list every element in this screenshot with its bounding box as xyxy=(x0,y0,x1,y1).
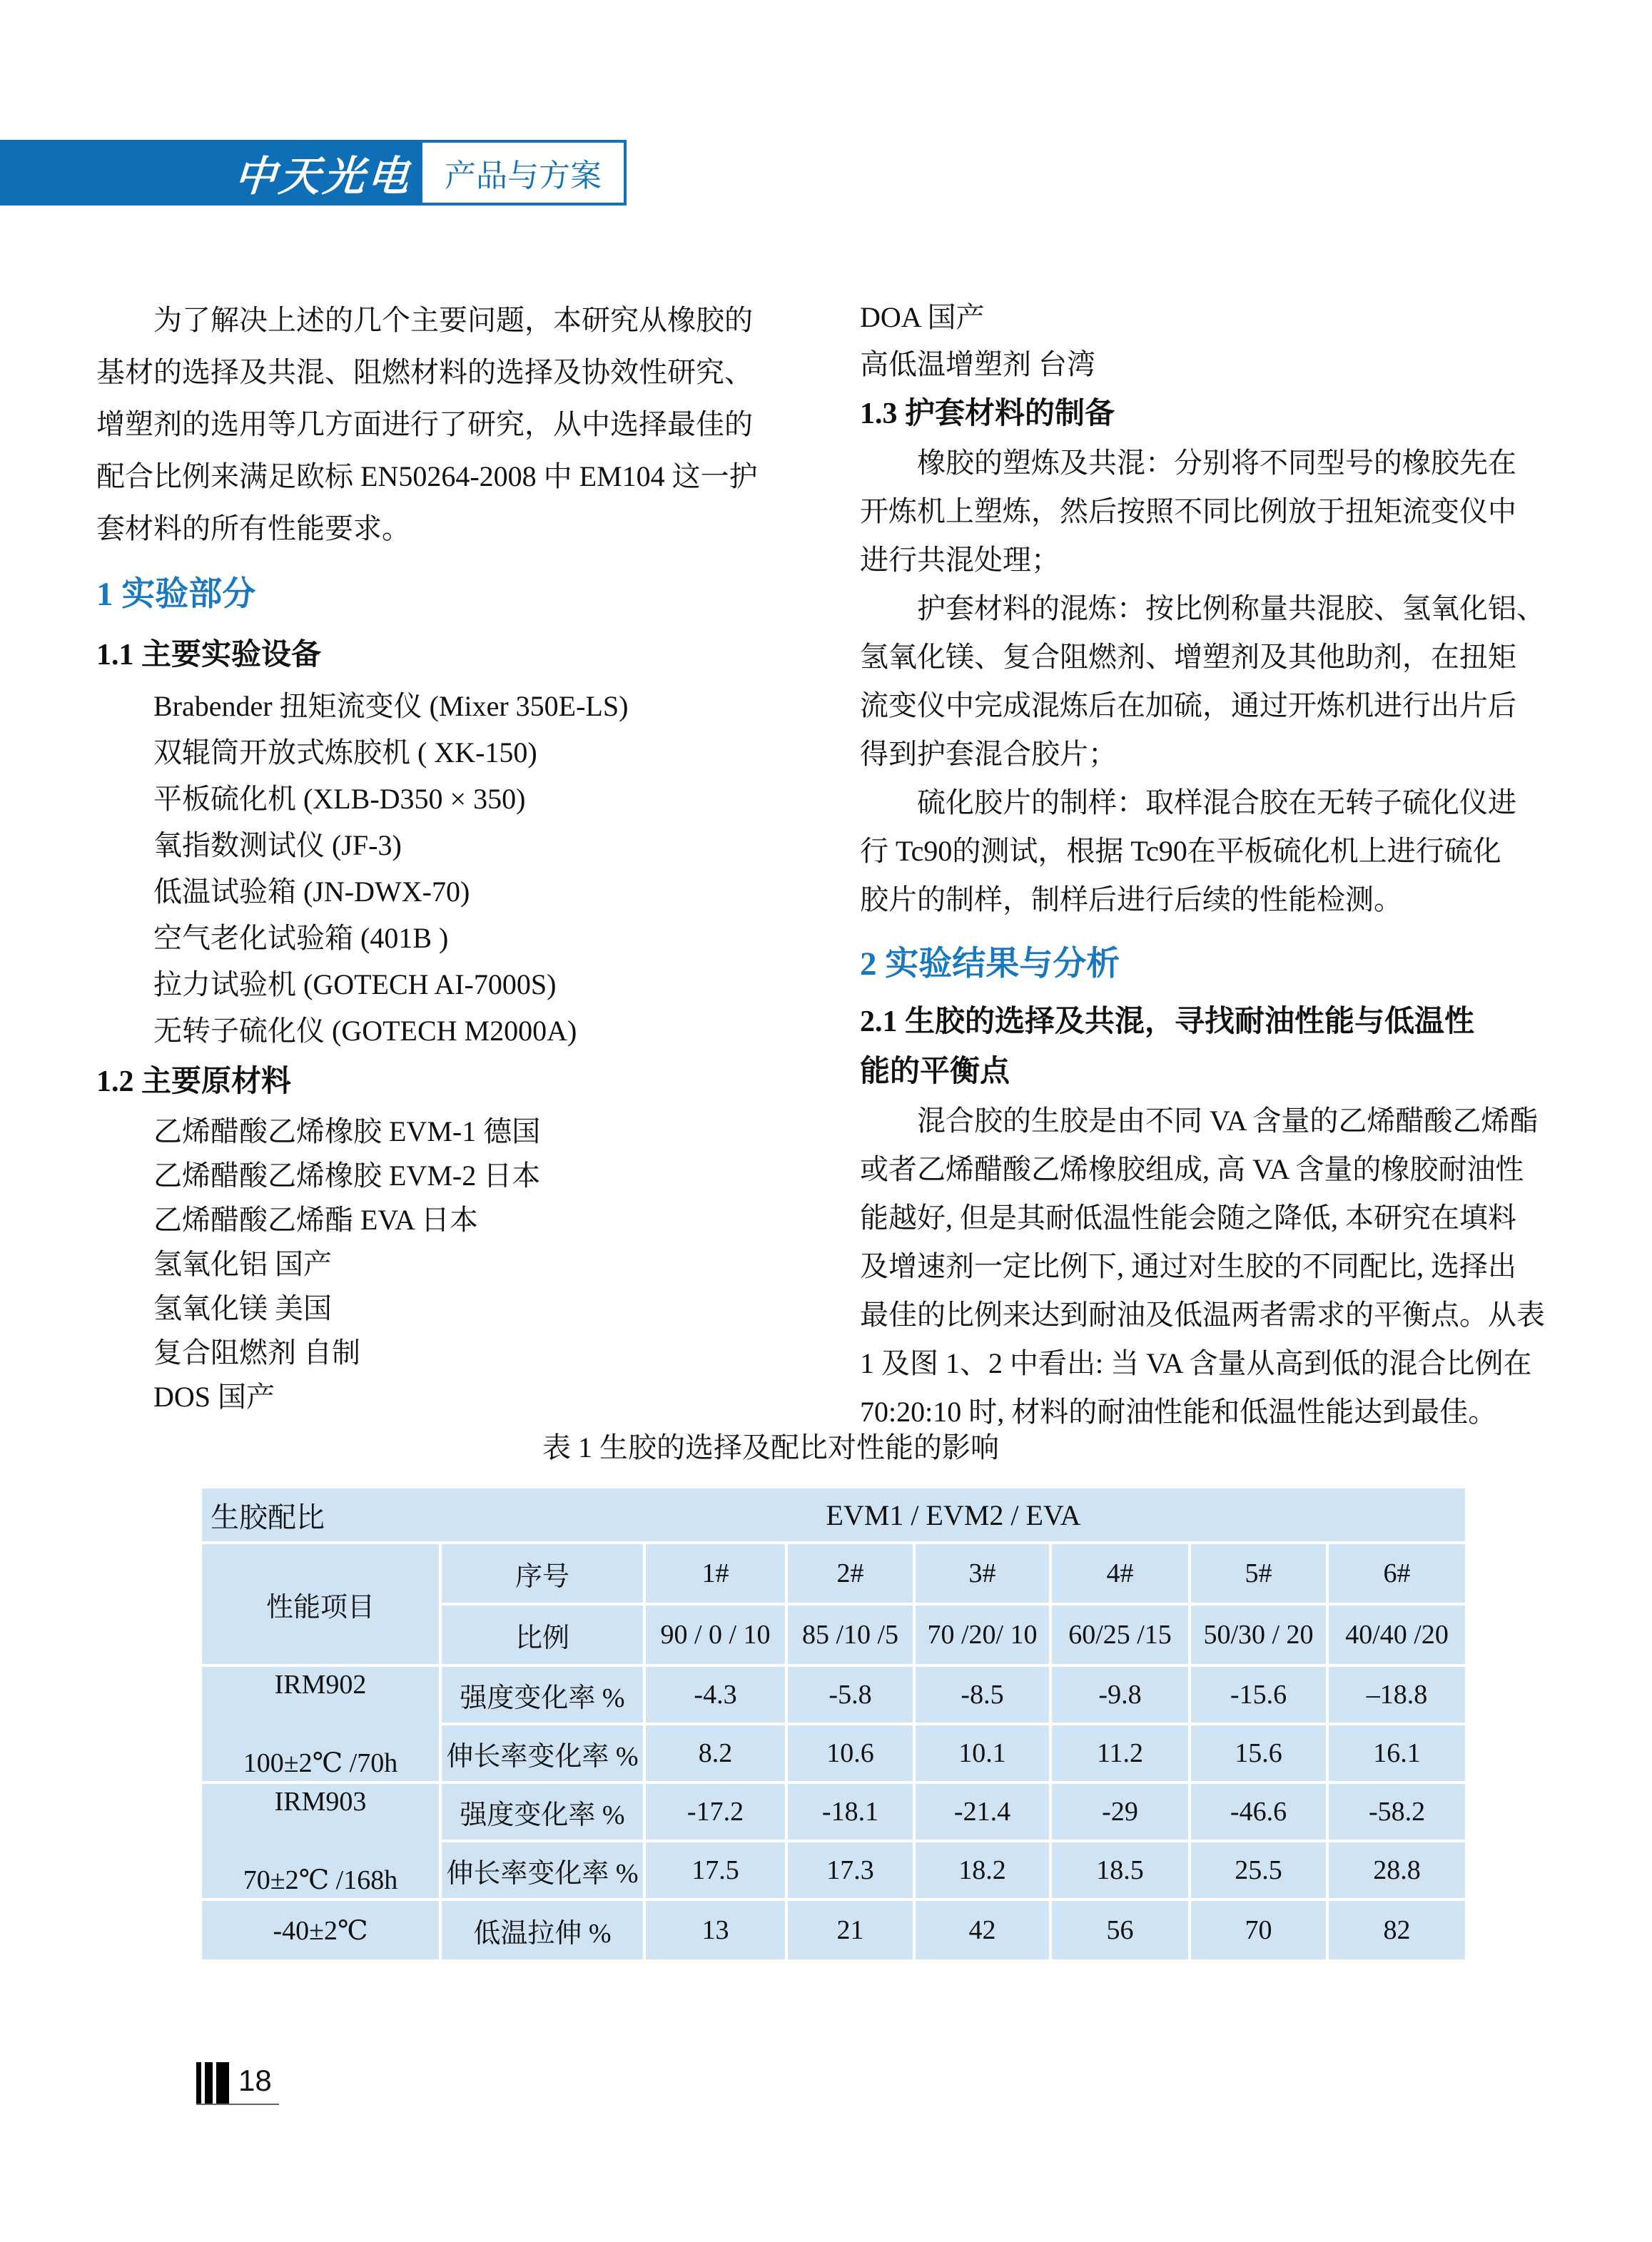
material-item: DOS 国产 xyxy=(153,1381,275,1413)
body-line: 最佳的比例来达到耐油及低温两者需求的平衡点。从表 xyxy=(860,1299,1545,1331)
value-cell: -21.4 xyxy=(914,1782,1050,1841)
metric-label-cell: 伸长率变化率 % xyxy=(440,1724,644,1782)
value-cell: -15.6 xyxy=(1190,1665,1327,1724)
body-line: 橡胶的塑炼及共混：分别将不同型号的橡胶先在 xyxy=(917,447,1516,479)
body-line: 流变仪中完成混炼后在加硫，通过开炼机进行出片后 xyxy=(860,689,1516,721)
table-row xyxy=(201,1543,1466,1604)
intro-line: 增塑剂的选用等几方面进行了研究，从中选择最佳的 xyxy=(96,408,753,440)
value-cell: -17.2 xyxy=(644,1782,786,1841)
subsection-heading-1-1: 1.1 主要实验设备 xyxy=(96,639,322,671)
series-cell: 6# xyxy=(1327,1543,1466,1604)
metric-label-cell: 强度变化率 % xyxy=(440,1665,644,1724)
body-line: 开炼机上塑炼，然后按照不同比例放于扭矩流变仪中 xyxy=(860,495,1516,527)
barcode-bar xyxy=(216,2062,229,2104)
metric-label-cell: 低温拉伸 % xyxy=(440,1899,644,1961)
material-item: 氢氧化铝 国产 xyxy=(153,1248,332,1280)
series-cell: 3# xyxy=(914,1543,1050,1604)
logo: 中天光电 xyxy=(233,153,413,200)
body-line: 硫化胶片的制样：取样混合胶在无转子硫化仪进 xyxy=(917,786,1516,818)
value-cell: -29 xyxy=(1050,1782,1190,1841)
value-cell: 42 xyxy=(914,1899,1050,1961)
equipment-item: 低温试验箱 (JN-DWX-70) xyxy=(153,876,470,908)
subsection-heading-2-1-cont: 能的平衡点 xyxy=(860,1055,1010,1088)
table-header-cell xyxy=(201,1487,1466,1543)
subsection-heading-2-1: 2.1 生胶的选择及共混，寻找耐油性能与低温性 xyxy=(860,1005,1475,1038)
series-cell: 1# xyxy=(644,1543,786,1604)
material-item: 氢氧化镁 美国 xyxy=(153,1292,332,1324)
value-cell: 13 xyxy=(644,1899,786,1961)
value-cell: -46.6 xyxy=(1190,1782,1327,1841)
ratio-cell: 60/25 /15 xyxy=(1050,1604,1190,1665)
condition-cell xyxy=(201,1782,440,1899)
material-item: 乙烯醋酸乙烯酯 EVA 日本 xyxy=(153,1204,478,1236)
table-caption: 表 1 生胶的选择及配比对性能的影响 xyxy=(542,1431,999,1464)
value-cell: 18.2 xyxy=(914,1841,1050,1899)
ratio-cell: 85 /10 /5 xyxy=(786,1604,914,1665)
body-line: 氢氧化镁、复合阻燃剂、增塑剂及其他助剂，在扭矩 xyxy=(860,641,1516,673)
barcode-bar xyxy=(196,2062,201,2104)
material-item: DOA 国产 xyxy=(860,301,985,333)
value-cell: –18.8 xyxy=(1327,1665,1466,1724)
body-line: 1 及图 1、2 中看出: 当 VA 含量从高到低的混合比例在 xyxy=(860,1347,1532,1379)
equipment-item: 无转子硫化仪 (GOTECH M2000A) xyxy=(153,1015,577,1047)
condition-cell: -40±2℃ xyxy=(201,1899,440,1961)
condition-detail: 100±2℃ /70h xyxy=(243,1748,398,1778)
equipment-item: 氧指数测试仪 (JF-3) xyxy=(153,829,402,861)
value-cell: -58.2 xyxy=(1327,1782,1466,1841)
body-line: 及增速剂一定比例下, 通过对生胶的不同配比, 选择出 xyxy=(860,1250,1516,1282)
row-group-label-cell: 性能项目 xyxy=(201,1543,440,1665)
barcode-bar xyxy=(205,2062,213,2104)
value-cell: -18.1 xyxy=(786,1782,914,1841)
value-cell: 82 xyxy=(1327,1899,1466,1961)
value-cell: 21 xyxy=(786,1899,914,1961)
material-item: 高低温增塑剂 台湾 xyxy=(860,348,1095,380)
page-number: 18 xyxy=(238,2064,272,2097)
table-row xyxy=(201,1782,1466,1841)
body-line: 或者乙烯醋酸乙烯橡胶组成, 高 VA 含量的橡胶耐油性 xyxy=(860,1153,1524,1185)
series-cell: 2# xyxy=(786,1543,914,1604)
table-row xyxy=(201,1899,1466,1961)
value-cell: -8.5 xyxy=(914,1665,1050,1724)
value-cell: 25.5 xyxy=(1190,1841,1327,1899)
value-cell: 10.6 xyxy=(786,1724,914,1782)
right-column xyxy=(860,294,1559,1436)
series-cell: 4# xyxy=(1050,1543,1190,1604)
equipment-item: 拉力试验机 (GOTECH AI-7000S) xyxy=(153,968,557,1000)
intro-line: 基材的选择及共混、阻燃材料的选择及协效性研究、 xyxy=(96,356,753,388)
series-cell: 5# xyxy=(1190,1543,1327,1604)
section-heading-2: 2 实验结果与分析 xyxy=(860,945,1120,983)
section-tag xyxy=(420,140,627,206)
value-cell: -9.8 xyxy=(1050,1665,1190,1724)
section-tag-label: 产品与方案 xyxy=(445,158,602,193)
equipment-item: 平板硫化机 (XLB-D350 × 350) xyxy=(153,783,526,815)
subsection-heading-1-3: 1.3 护套材料的制备 xyxy=(860,397,1115,430)
corner-label: 生胶配比 xyxy=(211,1501,325,1533)
body-line: 70:20:10 时, 材料的耐油性能和低温性能达到最佳。 xyxy=(860,1396,1497,1428)
subsection-heading-1-2: 1.2 主要原材料 xyxy=(96,1065,292,1098)
metric-label-cell: 伸长率变化率 % xyxy=(440,1841,644,1899)
performance-table xyxy=(199,1486,1465,1962)
intro-line: 配合比例来满足欧标 EN50264-2008 中 EM104 这一护 xyxy=(96,460,758,492)
table-row xyxy=(201,1665,1466,1724)
equipment-item: 双辊筒开放式炼胶机 ( XK-150) xyxy=(153,736,537,769)
value-cell: -4.3 xyxy=(644,1665,786,1724)
value-cell: 15.6 xyxy=(1190,1724,1327,1782)
body-line: 护套材料的混炼：按比例称量共混胶、氢氧化铝、 xyxy=(917,592,1545,624)
value-cell: 10.1 xyxy=(914,1724,1050,1782)
equipment-item: Brabender 扭矩流变仪 (Mixer 350E-LS) xyxy=(153,690,629,722)
value-cell: 8.2 xyxy=(644,1724,786,1782)
intro-line: 为了解决上述的几个主要问题，本研究从橡胶的 xyxy=(153,304,753,336)
body-line: 得到护套混合胶片； xyxy=(860,738,1117,770)
condition-name: IRM902 xyxy=(274,1670,367,1700)
value-cell: 28.8 xyxy=(1327,1841,1466,1899)
body-line: 行 Tc90的测试，根据 Tc90在平板硫化机上进行硫化 xyxy=(860,835,1501,867)
material-item: 乙烯醋酸乙烯橡胶 EVM-1 德国 xyxy=(153,1115,541,1147)
intro-line: 套材料的所有性能要求。 xyxy=(96,512,410,544)
value-cell: 17.5 xyxy=(644,1841,786,1899)
table-row xyxy=(201,1487,1466,1543)
ratio-cell: 40/40 /20 xyxy=(1327,1604,1466,1665)
body-line: 胶片的制样，制样后进行后续的性能检测。 xyxy=(860,883,1402,915)
left-column xyxy=(96,294,796,1419)
body-line: 能越好, 但是其耐低温性能会随之降低, 本研究在填料 xyxy=(860,1202,1516,1234)
metric-label-cell: 强度变化率 % xyxy=(440,1782,644,1841)
value-cell: 17.3 xyxy=(786,1841,914,1899)
value-cell: 18.5 xyxy=(1050,1841,1190,1899)
material-item: 乙烯醋酸乙烯橡胶 EVM-2 日本 xyxy=(153,1160,541,1192)
ratio-cell: 90 / 0 / 10 xyxy=(644,1604,786,1665)
value-cell: 11.2 xyxy=(1050,1724,1190,1782)
footer-rule xyxy=(196,2104,279,2105)
value-cell: 16.1 xyxy=(1327,1724,1466,1782)
condition-detail: 70±2℃ /168h xyxy=(243,1865,398,1895)
value-cell: 56 xyxy=(1050,1899,1190,1961)
section-heading-1: 1 实验部分 xyxy=(96,575,256,613)
barcode-icon xyxy=(196,2062,229,2104)
ratio-label-cell: 比例 xyxy=(440,1604,644,1665)
material-item: 复合阻燃剂 自制 xyxy=(153,1336,360,1369)
series-label-cell: 序号 xyxy=(440,1543,644,1604)
equipment-item: 空气老化试验箱 (401B ) xyxy=(153,922,449,954)
ratio-cell: 70 /20/ 10 xyxy=(914,1604,1050,1665)
condition-cell xyxy=(201,1665,440,1782)
body-line: 混合胶的生胶是由不同 VA 含量的乙烯醋酸乙烯酯 xyxy=(917,1105,1539,1137)
condition-name: IRM903 xyxy=(274,1787,367,1817)
ratio-cell: 50/30 / 20 xyxy=(1190,1604,1327,1665)
value-cell: 70 xyxy=(1190,1899,1327,1961)
body-line: 进行共混处理； xyxy=(860,544,1060,576)
header-span-label: EVM1 / EVM2 / EVA xyxy=(826,1498,1081,1531)
value-cell: -5.8 xyxy=(786,1665,914,1724)
